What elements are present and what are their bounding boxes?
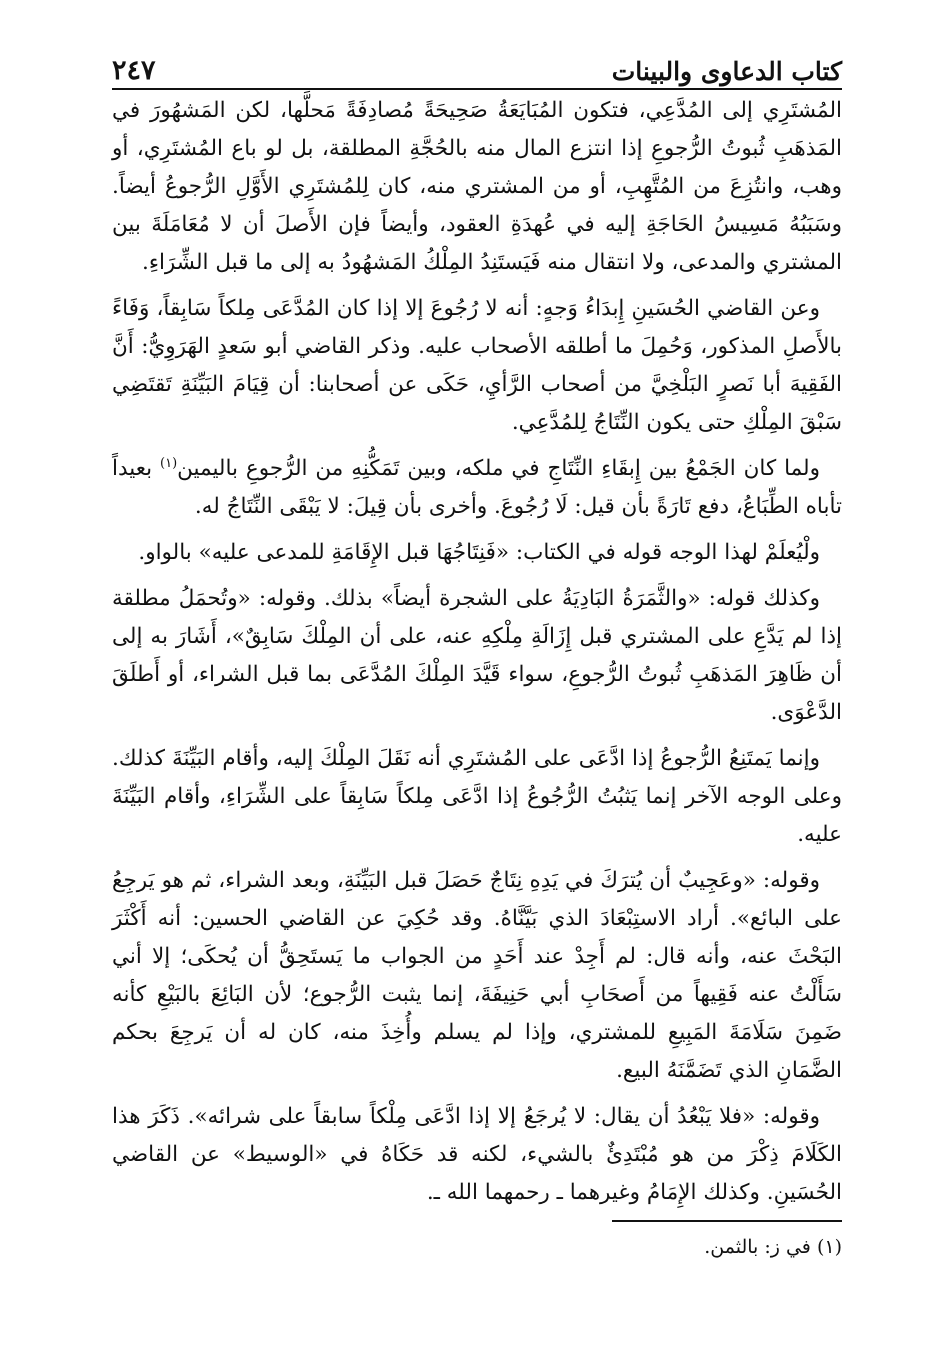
paragraph-8: وقوله: «فلا يَبْعُدُ أن يقال: لا يُرجَعُ إلا إذا ادَّعَى مِلْكاً سابقاً على شرائه». ذَكَرَ هذا الكَلَامَ ذِكْرَ من هو مُبْتَدِئٌ بالشيء، لكنه قد حَكَاهُ في «الوسيط» عن القاضي الحُسَينِ. وكذلك الإِمَامُ وغيرهما ـ رحمهما الله ـ. xyxy=(112,1104,842,1205)
header-rule xyxy=(112,88,842,90)
running-title: كتاب الدعاوى والبينات xyxy=(611,57,842,86)
paragraph-5: وكذلك قوله: «والثَّمَرَةُ البَادِيَةُ على الشجرة أيضاً» بذلك. وقوله: «وتُحمَلُ مطلقة إذا لم يَدَّعِ على المشتري قبل إِزَالَةِ مِلْكِهِ عنه، على أن المِلْكَ سَابِقٌ»، أَشَارَ به إلى أن ظَاهِرَ المَذهَبِ ثُبوتُ الرُّجوعِ، سواء قَيَّدَ المِلْكَ المُدَّعَى بما قبل الشراء، أو أَطلَقَ الدَّعْوَى. xyxy=(112,586,842,725)
paragraph-3-continuation: بعيداً تأباه الطِّبَاعُ، دفع تَارَةً بأن قيل: لَا رُجُوعَ. وأخرى بأن قِيلَ: لا يَبْقَى النِّتَاجُ له. xyxy=(112,456,842,519)
footnote-number: (١) xyxy=(816,1236,842,1258)
paragraph-1: المُشتَرِي إلى المُدَّعِي، فتكون المُبَايَعَةُ صَحِيحَةً مُصادِفَةً مَحلَّها، لكن المَشهُورَ في المَذهَبِ ثُبوتُ الرُّجوعِ إذا انتزع المال منه بالحُجَّةِ المطلقة، بل لو باع المُشتَرِي، أو وهب، وانتُزِعَ من المُتَّهِبِ، أو من المشتري منه، كان لِلمُشتَرِي الأَوَّلِ الرُّجوعُ أيضاً. وسَبَبُهُ مَسِيسُ الحَاجَةِ إليه في عُهدَةِ العقود، وأيضاً فإن الأَصلَ أن لا مُعَامَلَةَ بين المشتري والمدعى، ولا انتقال منه فَيَستَنِدُ المِلْكُ المَشهُودُ به إلى ما قبل الشِّرَاءِ. xyxy=(112,98,842,275)
paragraph-7: وقوله: «وعَجِيبٌ أن يُترَكَ في يَدِهِ نِتَاجٌ حَصَلَ قبل البَيِّنَةِ، وبعد الشراء، ثم هو يَرجِعُ على البائع». أراد الاستِبْعَادَ الذي بَيَّنَّاهُ. وقد حُكِيَ عن القاضي الحسين: أنه أَكْثَرَ البَحْثَ عنه، وأنه قال: لم أَجِدْ عند أَحَدٍ من الجواب ما يَستَحِقُّ أن يُحكَى؛ إلا أني سَأَلْتُ عنه فَقِيهاً من أَصحَابِ أبي حَنِيفَةَ، إنما يثبت الرُّجوع؛ لأن البَائِعَ بالبَيْعِ كأنه ضَمِنَ سَلَامَةَ المَبِيعِ للمشتري، وإذا لم يسلم وأُخِذَ منه، كان له أن يَرجِعَ بحكم الضَّمَانِ الذي تَضَمَّنَهُ البيع. xyxy=(112,868,842,1083)
footnote-text: في ز: بالثمن. xyxy=(704,1236,811,1258)
body-text xyxy=(112,92,842,1220)
paragraph-6: وإنما يَمتَنِعُ الرُّجوعُ إذا ادَّعَى على المُشتَرِي أنه نَقَلَ المِلْكَ إليه، وأقام البَيِّنَةَ كذلك. وعلى الوجه الآخر إنما يَثبُتُ الرُّجُوعُ إذا ادَّعَى مِلكاً سَابِقاً على الشِّرَاءِ، وأقام البَيِّنَةَ عليه. xyxy=(112,746,842,847)
footnote-rule xyxy=(612,1220,842,1222)
paragraph-4: ولْيُعلَمْ لهذا الوجه قوله في الكتاب: «فَنِتَاجُهَا قبل الإِقَامَةِ للمدعى عليه» بالواو. xyxy=(138,540,820,565)
paragraph-3 xyxy=(112,450,842,526)
footnote xyxy=(112,1232,842,1262)
paragraph-3-text: ولما كان الجَمْعُ بين إِبقَاءِ النِّتَاجِ في ملكه، وبين تَمَكُّنِهِ من الرُّجوعِ باليمين xyxy=(177,456,820,481)
paragraph-2: وعن القاضي الحُسَينِ إِبدَاءُ وَجهٍ: أنه لا رُجُوعَ إلا إذا كان المُدَّعَى مِلكاً سَابِقاً، وَفَاءً بالأَصلِ المذكور، وَحُمِلَ ما أطلقه الأصحاب عليه. وذكر القاضي أبو سَعدٍ الهَرَوِيُّ: أَنَّ الفَقِيهَ أبا نَصرٍ البَلْخِيَّ من أصحاب الرَّأيِ، حَكَى عن أصحابنا: أن قِيَامَ البَيِّنَةِ تَقتَضِي سَبْقَ المِلْكِ حتى يكون النِّتَاجُ لِلمُدَّعِي. xyxy=(112,296,842,435)
footnote-reference: (١) xyxy=(160,455,178,471)
page-number: ٢٤٧ xyxy=(112,55,156,86)
page-header xyxy=(112,42,842,86)
